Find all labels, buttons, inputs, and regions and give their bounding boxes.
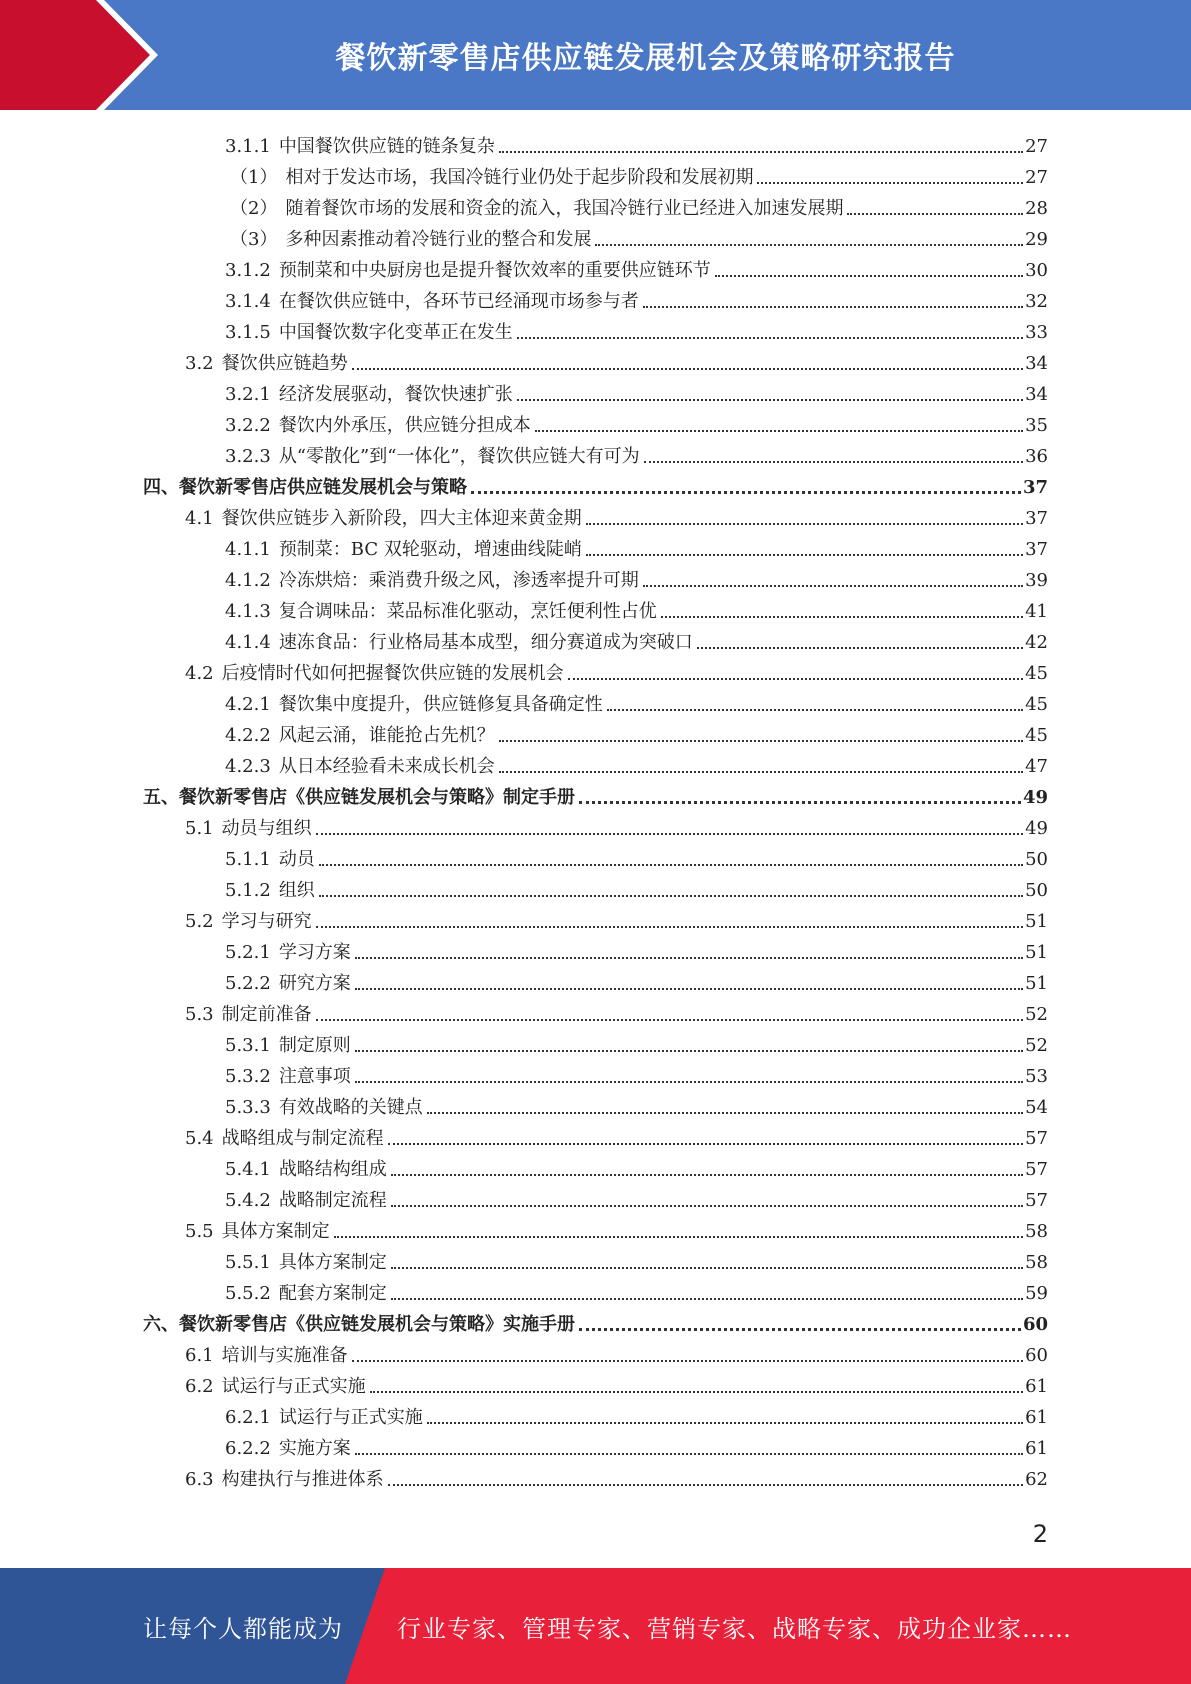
toc-entry-number: 5.5.2 [225, 1283, 271, 1304]
toc-entry-page: 29 [1025, 229, 1048, 250]
toc-dot-leader [715, 275, 1023, 277]
toc-entry[interactable] [225, 685, 1048, 716]
toc-entry[interactable] [225, 933, 1048, 964]
toc-dot-leader [517, 399, 1023, 401]
toc-dot-leader [319, 895, 1023, 897]
toc-entry-page: 57 [1025, 1128, 1048, 1149]
toc-entry[interactable] [225, 1429, 1048, 1460]
toc-entry-page: 34 [1025, 353, 1048, 374]
toc-entry[interactable] [225, 716, 1048, 747]
toc-entry-page: 41 [1025, 601, 1048, 622]
toc-entry-number: （1） [230, 167, 278, 188]
toc-entry[interactable] [225, 747, 1048, 778]
toc-entry-title: 注意事项 [278, 1066, 351, 1087]
toc-entry-page: 49 [1022, 787, 1048, 808]
toc-dot-leader [607, 709, 1023, 711]
toc-entry[interactable] [225, 871, 1048, 902]
toc-entry-number: 6.2.1 [225, 1407, 271, 1428]
toc-entry-number: 3.1.4 [225, 291, 271, 312]
toc-entry-page: 62 [1025, 1469, 1048, 1490]
toc-entry-title: 经济发展驱动，餐饮快速扩张 [278, 384, 513, 405]
toc-entry-page: 53 [1025, 1066, 1048, 1087]
toc-dot-leader [757, 182, 1023, 184]
toc-entry[interactable] [230, 189, 1048, 220]
toc-entry-page: 37 [1025, 508, 1048, 529]
toc-entry[interactable] [225, 313, 1048, 344]
toc-entry-number: 5.4.2 [225, 1190, 271, 1211]
toc-entry-number: 5.2 [185, 911, 214, 932]
toc-entry-page: 52 [1025, 1004, 1048, 1025]
toc-entry-number: 四、 [143, 477, 179, 498]
toc-entry-title: 战略结构组成 [278, 1159, 387, 1180]
toc-dot-leader [535, 430, 1023, 432]
toc-entry-title: 研究方案 [278, 973, 351, 994]
toc-entry[interactable] [143, 1305, 1048, 1336]
toc-entry-number: 5.4.1 [225, 1159, 271, 1180]
toc-entry-page: 51 [1025, 911, 1048, 932]
toc-entry-page: 35 [1025, 415, 1048, 436]
toc-entry[interactable] [225, 1398, 1048, 1429]
toc-entry[interactable] [225, 251, 1048, 282]
toc-entry[interactable] [185, 1336, 1048, 1367]
toc-entry-title: 复合调味品：菜品标准化驱动，烹饪便利性占优 [278, 601, 657, 622]
toc-entry-page: 47 [1025, 756, 1048, 777]
toc-entry-page: 58 [1025, 1252, 1048, 1273]
toc-entry[interactable] [230, 158, 1048, 189]
toc-dot-leader [391, 1298, 1023, 1300]
toc-entry-number: 6.2.2 [225, 1438, 271, 1459]
toc-dot-leader [391, 1267, 1023, 1269]
toc-dot-leader [643, 306, 1023, 308]
toc-entry-title: 中国餐饮数字化变革正在发生 [278, 322, 513, 343]
toc-entry-number: 3.2.1 [225, 384, 271, 405]
toc-dot-leader [334, 1236, 1023, 1238]
toc-entry[interactable] [185, 1212, 1048, 1243]
toc-entry[interactable] [225, 1057, 1048, 1088]
toc-dot-leader [391, 1174, 1023, 1176]
toc-entry-number: 5.3.3 [225, 1097, 271, 1118]
toc-entry-title: 学习与研究 [221, 911, 312, 932]
toc-entry-title: 餐饮新零售店《供应链发展机会与策略》制定手册 [179, 787, 575, 808]
toc-dot-leader [499, 740, 1023, 742]
toc-entry-title: 战略制定流程 [278, 1190, 387, 1211]
toc-entry-page: 51 [1025, 973, 1048, 994]
footer-slogan-right: 行业专家、管理专家、营销专家、战略专家、成功企业家…… [397, 1614, 1072, 1643]
toc-entry-title: 餐饮供应链步入新阶段，四大主体迎来黄金期 [221, 508, 582, 529]
toc-dot-leader [355, 1453, 1023, 1455]
toc-entry-page: 58 [1025, 1221, 1048, 1242]
toc-entry[interactable] [185, 902, 1048, 933]
toc-entry-title: 实施方案 [278, 1438, 351, 1459]
toc-entry-title: 配套方案制定 [278, 1283, 387, 1304]
toc-dot-leader [355, 988, 1023, 990]
toc-dot-leader [568, 678, 1023, 680]
toc-entry-title: 风起云涌，谁能抢占先机？ [278, 725, 495, 746]
toc-dot-leader [517, 337, 1023, 339]
toc-entry-page: 50 [1025, 880, 1048, 901]
toc-entry[interactable] [225, 530, 1048, 561]
toc-entry-title: 动员与组织 [221, 818, 312, 839]
toc-entry[interactable] [185, 1119, 1048, 1150]
toc-entry[interactable] [185, 344, 1048, 375]
toc-entry[interactable] [143, 468, 1048, 499]
toc-dot-leader [499, 151, 1023, 153]
toc-entry-title: 中国餐饮供应链的链条复杂 [278, 136, 495, 157]
toc-dot-leader [388, 1484, 1023, 1486]
toc-entry-title: 冷冻烘焙：乘消费升级之风，渗透率提升可期 [278, 570, 639, 591]
toc-entry[interactable] [225, 1243, 1048, 1274]
toc-entry-number: 3.1.5 [225, 322, 271, 343]
toc-dot-leader [697, 647, 1023, 649]
toc-entry-page: 32 [1025, 291, 1048, 312]
toc-entry-page: 28 [1025, 198, 1048, 219]
toc-entry-title: 预制菜和中央厨房也是提升餐饮效率的重要供应链环节 [278, 260, 711, 281]
toc-entry-number: 5.3.2 [225, 1066, 271, 1087]
toc-entry-page: 50 [1025, 849, 1048, 870]
toc-entry-number: 6.3 [185, 1469, 214, 1490]
toc-entry[interactable] [230, 220, 1048, 251]
report-title: 餐饮新零售店供应链发展机会及策略研究报告 [335, 41, 956, 76]
toc-dot-leader [847, 213, 1023, 215]
toc-entry-title: 在餐饮供应链中，各环节已经涌现市场参与者 [278, 291, 639, 312]
toc-entry-page: 45 [1025, 725, 1048, 746]
toc-entry[interactable] [185, 654, 1048, 685]
toc-entry-number: 5.5.1 [225, 1252, 271, 1273]
toc-entry-page: 57 [1025, 1190, 1048, 1211]
toc-entry-title: 后疫情时代如何把握餐饮供应链的发展机会 [221, 663, 564, 684]
toc-dot-leader [316, 1019, 1023, 1021]
footer-slogan-left: 让每个人都能成为 [143, 1614, 343, 1643]
toc-entry-title: 试运行与正式实施 [221, 1376, 366, 1397]
toc-entry-page: 61 [1025, 1376, 1048, 1397]
toc-entry-title: 餐饮供应链趋势 [221, 353, 348, 374]
toc-entry[interactable] [225, 1274, 1048, 1305]
toc-entry[interactable] [225, 1026, 1048, 1057]
toc-dot-leader [316, 833, 1023, 835]
toc-entry[interactable] [225, 375, 1048, 406]
toc-dot-leader [352, 368, 1023, 370]
toc-entry-number: 5.2.1 [225, 942, 271, 963]
toc-entry-title: 餐饮内外承压，供应链分担成本 [278, 415, 531, 436]
toc-entry[interactable] [225, 964, 1048, 995]
toc-entry-number: 4.1.4 [225, 632, 271, 653]
toc-entry[interactable] [225, 561, 1048, 592]
toc-entry-page: 57 [1025, 1159, 1048, 1180]
toc-entry-page: 61 [1025, 1407, 1048, 1428]
toc-dot-leader [661, 616, 1023, 618]
toc-entry[interactable] [225, 282, 1048, 313]
toc-entry-number: 4.2.3 [225, 756, 271, 777]
toc-entry-title: 餐饮新零售店供应链发展机会与策略 [179, 477, 467, 498]
toc-entry[interactable] [225, 623, 1048, 654]
toc-entry-page: 34 [1025, 384, 1048, 405]
toc-entry-number: 5.2.2 [225, 973, 271, 994]
toc-entry-page: 52 [1025, 1035, 1048, 1056]
toc-entry[interactable] [185, 1460, 1048, 1491]
toc-entry-page: 33 [1025, 322, 1048, 343]
toc-entry-title: 战略组成与制定流程 [221, 1128, 384, 1149]
toc-entry[interactable] [225, 840, 1048, 871]
toc-entry[interactable] [225, 1150, 1048, 1181]
toc-dot-leader [319, 864, 1023, 866]
toc-entry-number: 4.1.1 [225, 539, 271, 560]
toc-entry[interactable] [143, 778, 1048, 809]
toc-dot-leader [427, 1422, 1023, 1424]
page-header [0, 0, 1191, 110]
toc-entry-title: 学习方案 [278, 942, 351, 963]
toc-dot-leader [643, 585, 1023, 587]
toc-entry-page: 60 [1022, 1314, 1048, 1335]
toc-entry-title: 从“零散化”到“一体化”，餐饮供应链大有可为 [278, 446, 640, 467]
toc-dot-leader [595, 244, 1023, 246]
toc-entry-number: 4.1.2 [225, 570, 271, 591]
toc-entry-number: 5.1.1 [225, 849, 271, 870]
toc-entry-number: 6.1 [185, 1345, 214, 1366]
toc-dot-leader [427, 1112, 1023, 1114]
toc-entry[interactable] [225, 406, 1048, 437]
toc-entry-page: 45 [1025, 663, 1048, 684]
toc-dot-leader [352, 1360, 1023, 1362]
toc-entry-number: 5.5 [185, 1221, 214, 1242]
toc-entry-number: 五、 [143, 787, 179, 808]
toc-entry-title: 制定原则 [278, 1035, 351, 1056]
toc-entry-title: 多种因素推动着冷链行业的整合和发展 [285, 229, 592, 250]
toc-dot-leader [355, 957, 1023, 959]
toc-dot-leader [370, 1391, 1023, 1393]
toc-entry-title: 组织 [278, 880, 315, 901]
toc-dot-leader [391, 1205, 1023, 1207]
toc-dot-leader [644, 461, 1023, 463]
toc-entry-title: 试运行与正式实施 [278, 1407, 423, 1428]
toc-entry-page: 42 [1025, 632, 1048, 653]
toc-entry-page: 59 [1025, 1283, 1048, 1304]
toc-entry[interactable] [225, 592, 1048, 623]
toc-entry[interactable] [225, 1181, 1048, 1212]
toc-entry-number: 6.2 [185, 1376, 214, 1397]
toc-dot-leader [579, 1328, 1021, 1331]
toc-entry-page: 60 [1025, 1345, 1048, 1366]
toc-entry-page: 54 [1025, 1097, 1048, 1118]
toc-entry-title: 随着餐饮市场的发展和资金的流入，我国冷链行业已经进入加速发展期 [285, 198, 844, 219]
page-number: 2 [1032, 1520, 1048, 1548]
toc-entry-number: 5.4 [185, 1128, 214, 1149]
toc-entry[interactable] [225, 127, 1048, 158]
toc-entry-title: 从日本经验看未来成长机会 [278, 756, 495, 777]
toc-entry-page: 51 [1025, 942, 1048, 963]
toc-entry-number: 3.1.1 [225, 136, 271, 157]
toc-dot-leader [355, 1050, 1023, 1052]
toc-entry-page: 39 [1025, 570, 1048, 591]
toc-entry-title: 有效战略的关键点 [278, 1097, 423, 1118]
toc-entry-number: 六、 [143, 1314, 179, 1335]
toc-entry[interactable] [225, 437, 1048, 468]
header-red-chevron [0, 0, 170, 110]
toc-dot-leader [586, 523, 1023, 525]
toc-entry-title: 相对于发达市场，我国冷链行业仍处于起步阶段和发展初期 [285, 167, 754, 188]
toc-entry-page: 27 [1025, 136, 1048, 157]
toc-entry-number: 4.2 [185, 663, 214, 684]
page-footer [0, 1568, 1191, 1684]
toc-entry-page: 30 [1025, 260, 1048, 281]
toc-entry[interactable] [225, 1088, 1048, 1119]
toc-entry-number: 4.1.3 [225, 601, 271, 622]
toc-entry-title: 具体方案制定 [278, 1252, 387, 1273]
toc-entry[interactable] [185, 809, 1048, 840]
toc-entry[interactable] [185, 995, 1048, 1026]
toc-entry-title: 构建执行与推进体系 [221, 1469, 384, 1490]
toc-entry-number: 5.3 [185, 1004, 214, 1025]
toc-entry-page: 36 [1025, 446, 1048, 467]
toc-entry-page: 45 [1025, 694, 1048, 715]
toc-entry-title: 制定前准备 [221, 1004, 312, 1025]
toc-entry-number: 5.1.2 [225, 880, 271, 901]
toc-dot-leader [579, 801, 1021, 804]
toc-entry-number: （3） [230, 229, 278, 250]
toc-entry-page: 61 [1025, 1438, 1048, 1459]
toc-entry-number: 3.2.3 [225, 446, 271, 467]
toc-entry-number: 5.3.1 [225, 1035, 271, 1056]
toc-dot-leader [586, 554, 1023, 556]
toc-dot-leader [316, 926, 1023, 928]
toc-entry-number: 4.2.1 [225, 694, 271, 715]
toc-entry-number: 3.1.2 [225, 260, 271, 281]
toc-entry-page: 37 [1025, 539, 1048, 560]
toc-dot-leader [355, 1081, 1023, 1083]
toc-entry-title: 餐饮新零售店《供应链发展机会与策略》实施手册 [179, 1314, 575, 1335]
toc-entry-number: 5.1 [185, 818, 214, 839]
toc-entry-number: （2） [230, 198, 278, 219]
toc-entry-title: 动员 [278, 849, 315, 870]
toc-entry-number: 3.2 [185, 353, 214, 374]
toc-dot-leader [388, 1143, 1023, 1145]
toc-entry-number: 3.2.2 [225, 415, 271, 436]
toc-entry[interactable] [185, 1367, 1048, 1398]
toc-entry-page: 27 [1025, 167, 1048, 188]
toc-entry-title: 具体方案制定 [221, 1221, 330, 1242]
toc-dot-leader [471, 491, 1021, 494]
toc-dot-leader [499, 771, 1023, 773]
toc-entry-title: 培训与实施准备 [221, 1345, 348, 1366]
toc-entry-number: 4.2.2 [225, 725, 271, 746]
toc-entry-page: 37 [1022, 477, 1048, 498]
toc-entry-title: 预制菜：BC 双轮驱动，增速曲线陡峭 [278, 539, 582, 560]
toc-entry-title: 餐饮集中度提升，供应链修复具备确定性 [278, 694, 603, 715]
toc-entry-title: 速冻食品：行业格局基本成型，细分赛道成为突破口 [278, 632, 693, 653]
toc-entry-page: 49 [1025, 818, 1048, 839]
toc-entry-number: 4.1 [185, 508, 214, 529]
toc-entry[interactable] [185, 499, 1048, 530]
